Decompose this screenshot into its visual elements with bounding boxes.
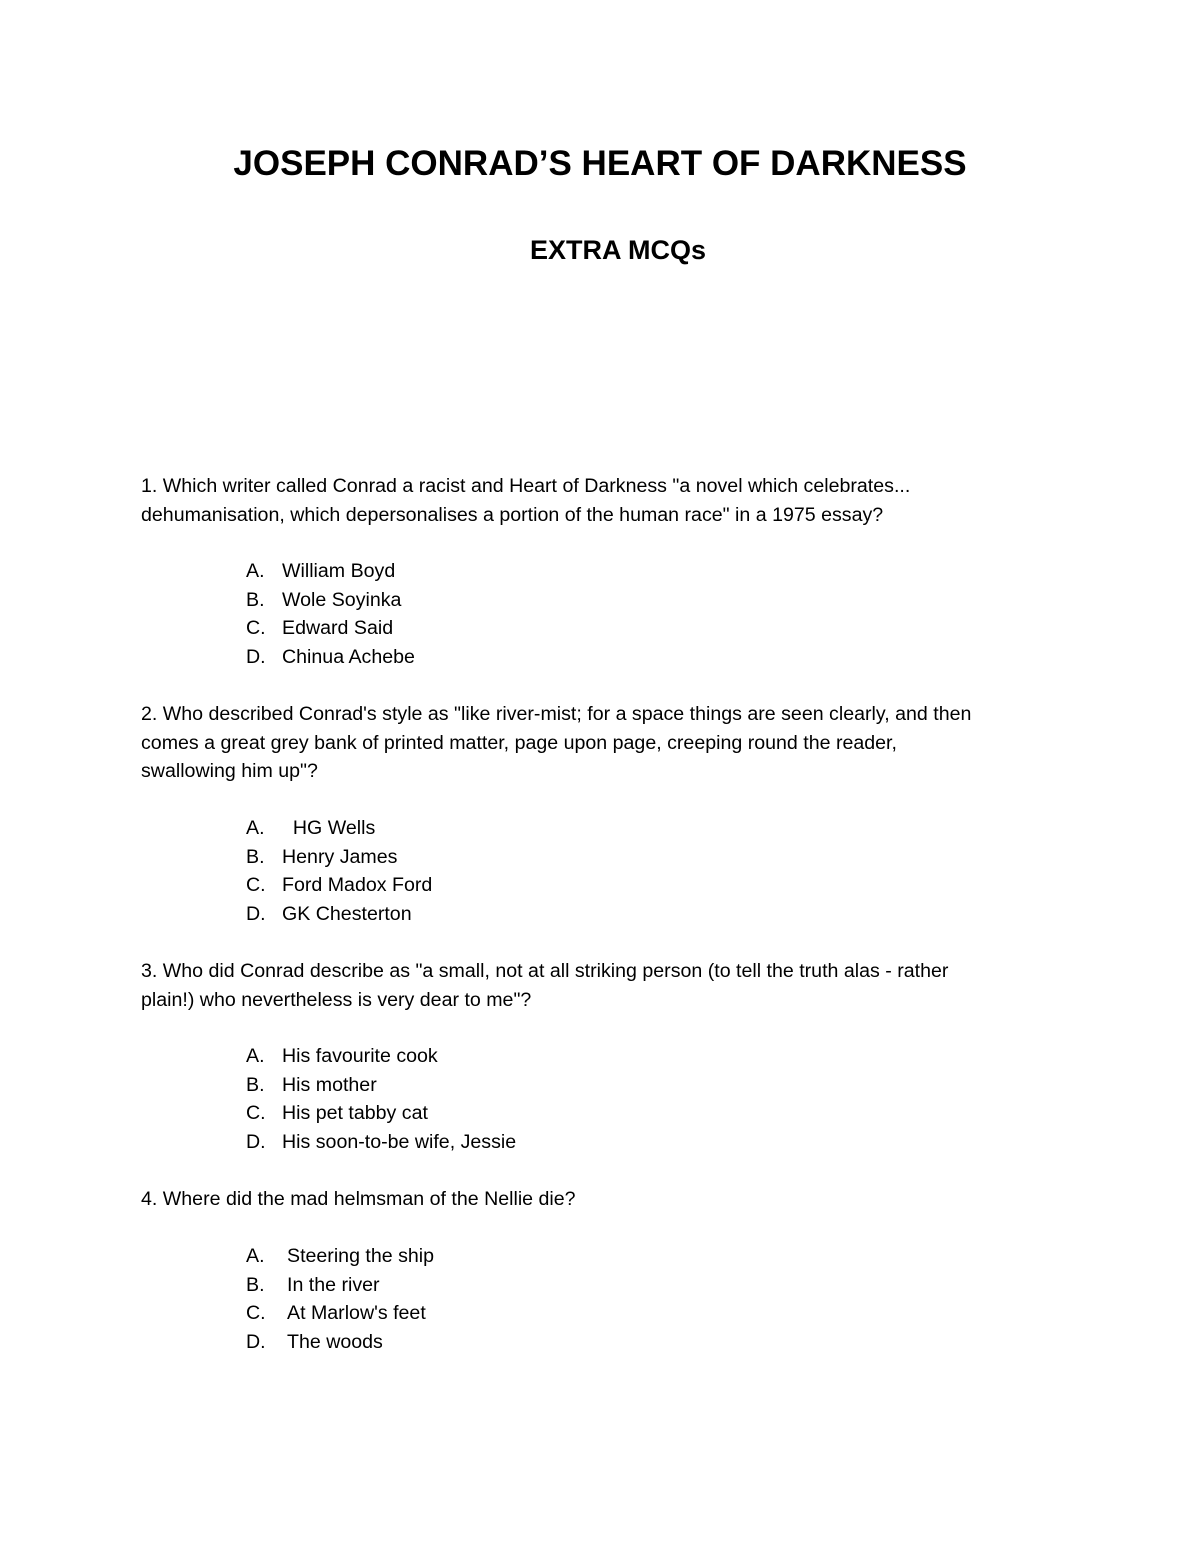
- option-text: In the river: [287, 1273, 380, 1296]
- option-letter: A.: [246, 817, 265, 839]
- question-4-line-1: 4. Where did the mad helmsman of the Nellie die?: [141, 1188, 576, 1210]
- option-text: His soon-to-be wife, Jessie: [282, 1130, 517, 1153]
- option-text: Henry James: [282, 845, 398, 868]
- question-4: [141, 1185, 1081, 1214]
- option-letter: C.: [246, 874, 266, 897]
- option-text: His mother: [282, 1073, 377, 1096]
- option-text: The woods: [287, 1330, 383, 1353]
- question-2-line-3: swallowing him up"?: [141, 760, 318, 782]
- option-1c: [246, 614, 415, 643]
- option-text: William Boyd: [282, 560, 396, 582]
- question-4-options: [246, 1242, 434, 1356]
- option-text: His favourite cook: [282, 1045, 438, 1067]
- option-letter: C.: [246, 1102, 266, 1125]
- option-text: Chinua Achebe: [282, 645, 415, 668]
- option-3a: [246, 1042, 516, 1071]
- question-2-options: [246, 814, 432, 928]
- option-letter: D.: [246, 645, 266, 668]
- option-4d: [246, 1328, 434, 1357]
- question-3-line-2: plain!) who nevertheless is very dear to me"?: [141, 988, 532, 1011]
- option-letter: D.: [246, 1330, 266, 1353]
- question-1-line-1: 1. Which writer called Conrad a racist and Heart of Darkness "a novel which celebrates...: [141, 475, 911, 497]
- option-letter: B.: [246, 1273, 265, 1296]
- option-1d: [246, 643, 415, 672]
- option-3b: [246, 1071, 516, 1100]
- option-1b: [246, 586, 415, 615]
- option-text: Wole Soyinka: [282, 588, 402, 611]
- option-letter: A.: [246, 1045, 265, 1067]
- option-text: His pet tabby cat: [282, 1102, 428, 1125]
- option-text: Steering the ship: [287, 1245, 435, 1267]
- option-letter: B.: [246, 588, 265, 611]
- question-2-line-1: 2. Who described Conrad's style as "like river-mist; for a space things are seen clearly, and then: [141, 703, 972, 725]
- option-2d: [246, 900, 432, 929]
- option-letter: A.: [246, 560, 265, 582]
- question-2: [141, 700, 1081, 786]
- option-2c: [246, 871, 432, 900]
- question-3-options: [246, 1042, 516, 1156]
- option-letter: B.: [246, 1073, 265, 1096]
- option-letter: A.: [246, 1245, 265, 1267]
- option-text: Ford Madox Ford: [282, 874, 433, 897]
- question-1: [141, 472, 1081, 529]
- option-text: HG Wells: [282, 817, 376, 839]
- option-3d: [246, 1128, 516, 1157]
- document-subtitle: EXTRA MCQs: [529, 235, 706, 265]
- option-2a: [246, 814, 432, 843]
- question-3-line-1: 3. Who did Conrad describe as "a small, not at all striking person (to tell the truth alas - rather: [141, 960, 949, 982]
- option-1a: [246, 557, 415, 586]
- question-1-options: [246, 557, 415, 671]
- option-letter: D.: [246, 902, 266, 925]
- option-letter: B.: [246, 845, 265, 868]
- option-letter: D.: [246, 1130, 266, 1153]
- option-3c: [246, 1099, 516, 1128]
- question-3: [141, 957, 1081, 1014]
- option-text: GK Chesterton: [282, 902, 412, 925]
- option-text: At Marlow's feet: [287, 1302, 426, 1325]
- question-2-line-2: comes a great grey bank of printed matter, page upon page, creeping round the reader,: [141, 731, 897, 754]
- option-letter: C.: [246, 617, 266, 640]
- document-title: JOSEPH CONRAD’S HEART OF DARKNESS: [233, 144, 967, 183]
- question-1-line-2: dehumanisation, which depersonalises a portion of the human race" in a 1975 essay?: [141, 503, 884, 526]
- option-2b: [246, 843, 432, 872]
- option-4c: [246, 1299, 434, 1328]
- option-letter: C.: [246, 1302, 266, 1325]
- option-4a: [246, 1242, 434, 1271]
- option-4b: [246, 1271, 434, 1300]
- option-text: Edward Said: [282, 617, 394, 640]
